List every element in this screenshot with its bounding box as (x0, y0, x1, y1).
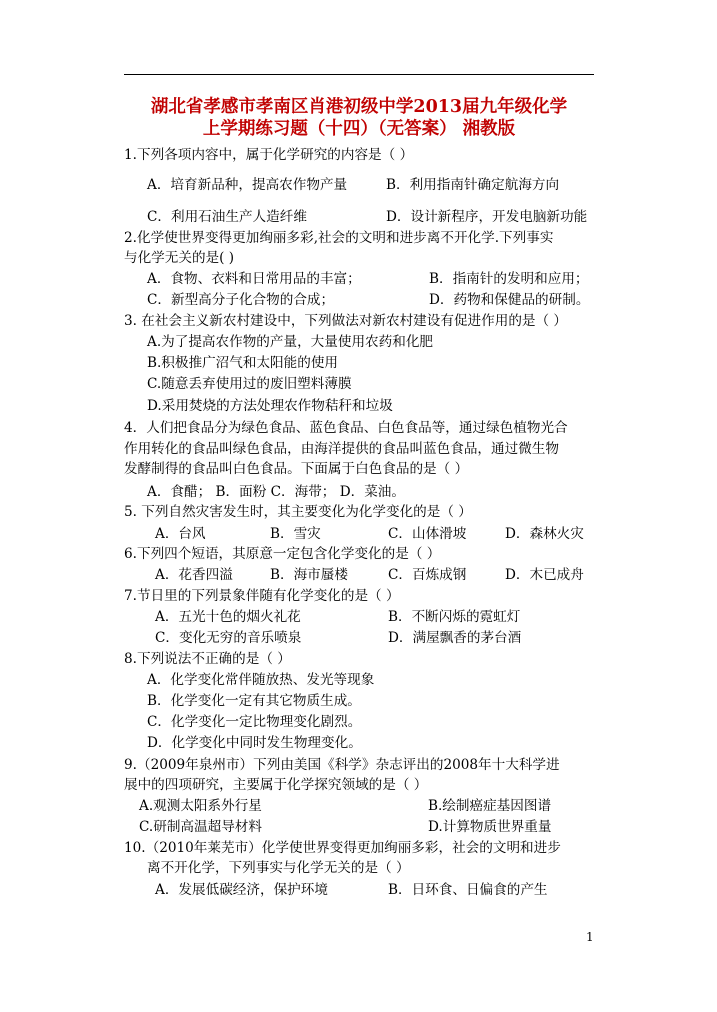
q2-stem-line-2: 与化学无关的是( ) (124, 250, 235, 266)
q3-option-b: B.积极推广沼气和太阳能的使用 (147, 355, 339, 371)
q1-option-a: A．培育新品种，提高农作物产量 (147, 177, 348, 193)
q9-option-d: D.计算物质世界重量 (428, 819, 552, 835)
q6-stem: 6.下列四个短语，其原意一定包含化学变化的是（ ） (124, 546, 441, 562)
q9-stem-line-2: 展中的四项研究，主要属于化学探究领域的是（ ） (124, 777, 428, 793)
q9-option-a: A.观测太阳系外行星 (139, 798, 262, 814)
q9-stem-line-1: 9.（2009年泉州市）下列由美国《科学》杂志评出的2008年十大科学进 (124, 757, 560, 773)
q8-option-c: C．化学变化一定比物理变化剧烈。 (147, 714, 362, 730)
q5-option-d: D．森林火灾 (505, 526, 584, 542)
q9-option-b: B.绘制癌症基因图谱 (428, 798, 552, 814)
q4-stem-line-1: 4．人们把食品分为绿色食品、蓝色食品、白色食品等，通过绿色植物光合 (124, 420, 568, 436)
q7-option-c: C．变化无穷的音乐喷泉 (155, 630, 302, 646)
q10-option-a: A．发展低碳经济，保护环境 (155, 882, 328, 898)
q6-option-d: D．木已成舟 (505, 567, 584, 583)
q1-option-c: C．利用石油生产人造纤维 (147, 209, 307, 225)
q8-option-a: A．化学变化常伴随放热、发光等现象 (147, 672, 375, 688)
q2-option-c: C．新型高分子化合物的合成； (147, 292, 335, 308)
q2-option-d: D．药物和保健品的研制。 (429, 292, 590, 308)
q3-option-a: A.为了提高农作物的产量，大量使用农药和化肥 (147, 334, 434, 350)
q5-stem: 5. 下列自然灾害发生时，其主要变化为化学变化的是（ ） (124, 504, 472, 520)
title-line-1: 湖北省孝感市孝南区肖港初级中学2013届九年级化学 (150, 97, 568, 117)
q3-option-d: D.采用焚烧的方法处理农作物秸秆和垃圾 (147, 398, 393, 414)
q10-stem-line-1: 10.（2010年莱芜市）化学使世界变得更加绚丽多彩，社会的文明和进步 (124, 840, 561, 856)
q3-option-c: C.随意丢弃使用过的废旧塑料薄膜 (147, 376, 352, 392)
q1-option-d: D．设计新程序，开发电脑新功能 (386, 209, 588, 225)
header-rule (124, 74, 594, 75)
q8-stem: 8.下列说法不正确的是（ ） (124, 651, 291, 667)
q10-stem-line-2: 离不开化学，下列事实与化学无关的是（ ） (147, 860, 410, 876)
q5-option-b: B．雪灾 (270, 526, 321, 542)
q7-stem: 7.节日里的下列景象伴随有化学变化的是（ ） (124, 588, 400, 604)
q4-options: A．食醋； B．面粉 C．海带； D．菜油。 (147, 484, 405, 500)
q8-option-b: B．化学变化一定有其它物质生成。 (147, 693, 361, 709)
document-title (118, 96, 600, 140)
q1-option-b: B．利用指南针确定航海方向 (386, 177, 560, 193)
q1-stem: 1.下列各项内容中，属于化学研究的内容是（ ） (124, 147, 414, 163)
q6-option-c: C．百炼成钢 (388, 567, 467, 583)
q6-option-b: B．海市蜃楼 (270, 567, 348, 583)
q5-option-a: A．台风 (155, 526, 206, 542)
q7-option-a: A．五光十色的烟火礼花 (155, 609, 301, 625)
q5-option-c: C．山体滑坡 (388, 526, 467, 542)
q10-option-b: B．日环食、日偏食的产生 (388, 882, 548, 898)
q2-option-b: B．指南针的发明和应用； (429, 271, 589, 287)
q2-stem-line-1: 2.化学使世界变得更加绚丽多彩,社会的文明和进步离不开化学.下列事实 (124, 230, 554, 246)
title-line-2: 上学期练习题（十四）（无答案） 湘教版 (202, 119, 516, 139)
q4-stem-line-3: 发酵制得的食品叫白色食品。下面属于白色食品的是（ ） (124, 461, 469, 477)
q7-option-b: B．不断闪烁的霓虹灯 (388, 609, 521, 625)
q6-option-a: A．花香四溢 (155, 567, 233, 583)
q4-stem-line-2: 作用转化的食品叫绿色食品，由海洋提供的食品叫蓝色食品，通过微生物 (124, 441, 559, 457)
q9-option-c: C.研制高温超导材料 (139, 819, 262, 835)
q7-option-d: D．满屋飘香的茅台酒 (388, 630, 522, 646)
q3-stem: 3. 在社会主义新农村建设中，下列做法对新农村建设有促进作用的是（ ） (124, 313, 568, 329)
page-number: 1 (586, 930, 594, 944)
q8-option-d: D．化学变化中同时发生物理变化。 (147, 735, 362, 751)
q2-option-a: A．食物、衣料和日常用品的丰富； (147, 271, 361, 287)
